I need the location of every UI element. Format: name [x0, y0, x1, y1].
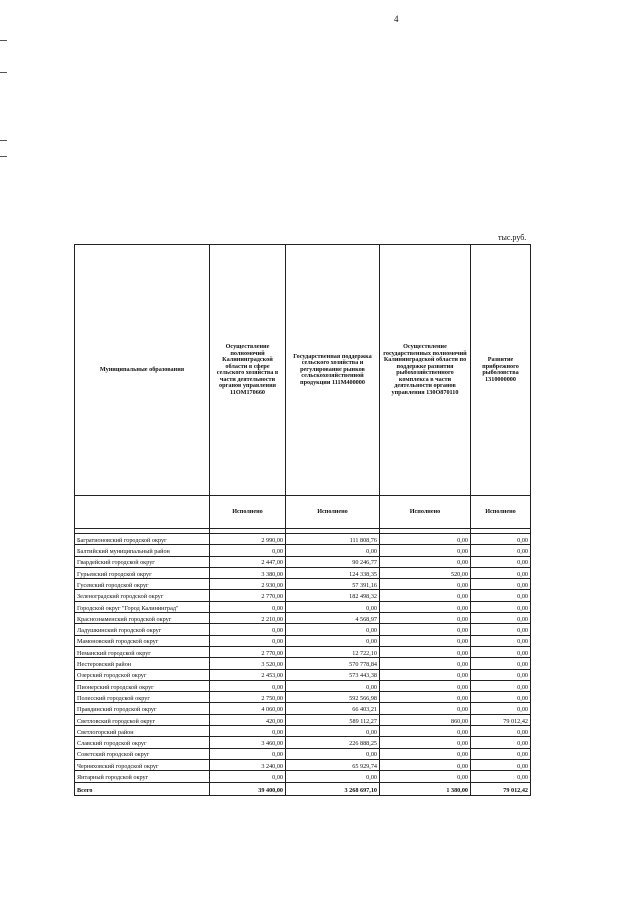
amount-cell: 0,00	[471, 579, 531, 590]
municipality-name: Советский городской округ	[75, 748, 210, 759]
amount-cell: 520,00	[380, 567, 471, 578]
amount-cell: 0,00	[286, 771, 380, 782]
municipality-name: Гвардейский городской округ	[75, 556, 210, 567]
amount-cell: 182 498,32	[286, 590, 380, 601]
amount-cell: 0,00	[380, 669, 471, 680]
municipality-name: Нестеровский район	[75, 658, 210, 669]
amount-cell: 0,00	[380, 579, 471, 590]
amount-cell: 57 391,16	[286, 579, 380, 590]
amount-cell: 0,00	[471, 692, 531, 703]
amount-cell: 3 460,00	[210, 737, 286, 748]
amount-cell: 0,00	[286, 635, 380, 646]
amount-cell: 0,00	[210, 680, 286, 691]
table-row	[75, 534, 531, 545]
amount-cell: 420,00	[210, 714, 286, 725]
amount-cell: 0,00	[471, 703, 531, 714]
amount-cell: 573 443,38	[286, 669, 380, 680]
amount-cell: 0,00	[471, 669, 531, 680]
amount-cell: 90 246,77	[286, 556, 380, 567]
amount-cell: 0,00	[210, 748, 286, 759]
total-value: 3 268 697,10	[286, 782, 380, 795]
total-row	[75, 782, 531, 795]
municipality-name: Янтарный городской округ	[75, 771, 210, 782]
amount-cell: 2 750,00	[210, 692, 286, 703]
amount-cell: 2 453,00	[210, 669, 286, 680]
table-row	[75, 635, 531, 646]
amount-cell: 2 930,00	[210, 579, 286, 590]
amount-cell: 0,00	[471, 748, 531, 759]
municipality-name: Краснознаменский городской округ	[75, 613, 210, 624]
municipality-name: Славский городской округ	[75, 737, 210, 748]
table-row	[75, 613, 531, 624]
subheader-cell	[75, 496, 210, 529]
amount-cell: 0,00	[380, 726, 471, 737]
amount-cell: 0,00	[380, 556, 471, 567]
amount-cell: 226 888,25	[286, 737, 380, 748]
amount-cell: 0,00	[210, 635, 286, 646]
municipality-name: Полесский городской округ	[75, 692, 210, 703]
amount-cell: 0,00	[380, 703, 471, 714]
amount-cell: 0,00	[286, 624, 380, 635]
amount-cell: 0,00	[380, 534, 471, 545]
municipality-name: Пионерский городской округ	[75, 680, 210, 691]
amount-cell: 0,00	[210, 624, 286, 635]
amount-cell: 0,00	[210, 601, 286, 612]
amount-cell: 12 722,10	[286, 646, 380, 657]
municipality-name: Светлогорский район	[75, 726, 210, 737]
units-label: тыс.руб.	[498, 233, 527, 242]
amount-cell: 0,00	[286, 545, 380, 556]
total-value: 1 380,00	[380, 782, 471, 795]
amount-cell: 0,00	[380, 771, 471, 782]
amount-cell: 0,00	[380, 601, 471, 612]
municipality-name: Балтийский муниципальный район	[75, 545, 210, 556]
table-row	[75, 737, 531, 748]
municipality-name: Багратионовский городской округ	[75, 534, 210, 545]
amount-cell: 66 403,21	[286, 703, 380, 714]
table-row	[75, 579, 531, 590]
municipality-name: Городской округ "Город Калининград"	[75, 601, 210, 612]
table-row	[75, 601, 531, 612]
amount-cell: 0,00	[471, 556, 531, 567]
table-row	[75, 646, 531, 657]
amount-cell: 4 568,97	[286, 613, 380, 624]
table-row	[75, 726, 531, 737]
amount-cell: 2 770,00	[210, 590, 286, 601]
amount-cell: 0,00	[380, 635, 471, 646]
table-row	[75, 692, 531, 703]
amount-cell: 0,00	[380, 624, 471, 635]
amount-cell: 0,00	[210, 771, 286, 782]
amount-cell: 592 566,98	[286, 692, 380, 703]
column-header: Осуществление государственных полномочий Калининградской области по поддержке развития рыбохозяйственного комплекса в части деятельности органов управления 130О870110	[380, 245, 471, 496]
table-row	[75, 658, 531, 669]
margin-tick	[0, 156, 7, 157]
municipality-name: Светловский городской округ	[75, 714, 210, 725]
amount-cell: 0,00	[471, 567, 531, 578]
amount-cell: 0,00	[210, 726, 286, 737]
table-row	[75, 748, 531, 759]
amount-cell: 0,00	[286, 601, 380, 612]
amount-cell: 0,00	[380, 613, 471, 624]
municipality-name: Мамоновский городской округ	[75, 635, 210, 646]
amount-cell: 0,00	[210, 545, 286, 556]
table-row	[75, 759, 531, 770]
subheader-cell: Исполнено	[471, 496, 531, 529]
amount-cell: 0,00	[380, 545, 471, 556]
table-row	[75, 771, 531, 782]
amount-cell: 0,00	[471, 680, 531, 691]
amount-cell: 2 447,00	[210, 556, 286, 567]
table-row	[75, 590, 531, 601]
amount-cell: 0,00	[380, 737, 471, 748]
amount-cell: 0,00	[380, 680, 471, 691]
municipality-name: Зеленоградский городской округ	[75, 590, 210, 601]
amount-cell: 3 380,00	[210, 567, 286, 578]
amount-cell: 65 929,74	[286, 759, 380, 770]
amount-cell: 589 112,27	[286, 714, 380, 725]
table-row	[75, 680, 531, 691]
amount-cell: 0,00	[380, 748, 471, 759]
total-value: 39 400,00	[210, 782, 286, 795]
table-row	[75, 624, 531, 635]
amount-cell: 860,00	[380, 714, 471, 725]
column-header: Муниципальные образования	[75, 245, 210, 496]
subheader-cell: Исполнено	[210, 496, 286, 529]
municipality-name: Черняховский городской округ	[75, 759, 210, 770]
table-row	[75, 567, 531, 578]
column-header: Осуществление полномочий Калининградской области в сфере сельского хозяйства в части деятельности органов управления 11ОМ170660	[210, 245, 286, 496]
municipality-name: Ладушкинский городской округ	[75, 624, 210, 635]
margin-tick	[0, 140, 7, 141]
page-number: 4	[394, 14, 399, 24]
amount-cell: 0,00	[471, 737, 531, 748]
amount-cell: 2 770,00	[210, 646, 286, 657]
amount-cell: 0,00	[471, 759, 531, 770]
amount-cell: 0,00	[471, 624, 531, 635]
total-value: 79 012,42	[471, 782, 531, 795]
municipality-name: Неманский городской округ	[75, 646, 210, 657]
total-label: Всего	[75, 782, 210, 795]
table-row	[75, 714, 531, 725]
amount-cell: 3 240,00	[210, 759, 286, 770]
municipality-name: Озерский городской округ	[75, 669, 210, 680]
amount-cell: 0,00	[471, 545, 531, 556]
column-header: Государственная поддержка сельского хозяйства и регулирование рынков сельскохозяйственной продукции 111М400000	[286, 245, 380, 496]
amount-cell: 2 210,00	[210, 613, 286, 624]
municipality-name: Правдинский городской округ	[75, 703, 210, 714]
amount-cell: 0,00	[380, 590, 471, 601]
amount-cell: 124 338,35	[286, 567, 380, 578]
table-row	[75, 556, 531, 567]
amount-cell: 0,00	[471, 635, 531, 646]
amount-cell: 0,00	[380, 759, 471, 770]
subheader-cell: Исполнено	[380, 496, 471, 529]
municipality-name: Гусевский городской округ	[75, 579, 210, 590]
amount-cell: 0,00	[471, 613, 531, 624]
budget-table	[74, 244, 531, 796]
amount-cell: 0,00	[286, 726, 380, 737]
municipality-name: Гурьевский городской округ	[75, 567, 210, 578]
amount-cell: 0,00	[471, 646, 531, 657]
amount-cell: 0,00	[380, 658, 471, 669]
amount-cell: 0,00	[471, 771, 531, 782]
header-row	[75, 245, 531, 496]
table-row	[75, 703, 531, 714]
table-row	[75, 669, 531, 680]
amount-cell: 0,00	[380, 646, 471, 657]
amount-cell: 0,00	[471, 726, 531, 737]
subheader-cell: Исполнено	[286, 496, 380, 529]
amount-cell: 3 520,00	[210, 658, 286, 669]
subheader-row	[75, 496, 531, 529]
margin-tick	[0, 40, 7, 41]
amount-cell: 79 012,42	[471, 714, 531, 725]
amount-cell: 2 990,00	[210, 534, 286, 545]
amount-cell: 4 060,00	[210, 703, 286, 714]
amount-cell: 570 778,84	[286, 658, 380, 669]
amount-cell: 0,00	[286, 680, 380, 691]
margin-tick	[0, 72, 7, 73]
amount-cell: 0,00	[471, 590, 531, 601]
amount-cell: 0,00	[471, 658, 531, 669]
amount-cell: 0,00	[471, 601, 531, 612]
amount-cell: 111 808,76	[286, 534, 380, 545]
amount-cell: 0,00	[471, 534, 531, 545]
amount-cell: 0,00	[380, 692, 471, 703]
table-row	[75, 545, 531, 556]
amount-cell: 0,00	[286, 748, 380, 759]
column-header: Развитие прибрежного рыболовства 1310000000	[471, 245, 531, 496]
